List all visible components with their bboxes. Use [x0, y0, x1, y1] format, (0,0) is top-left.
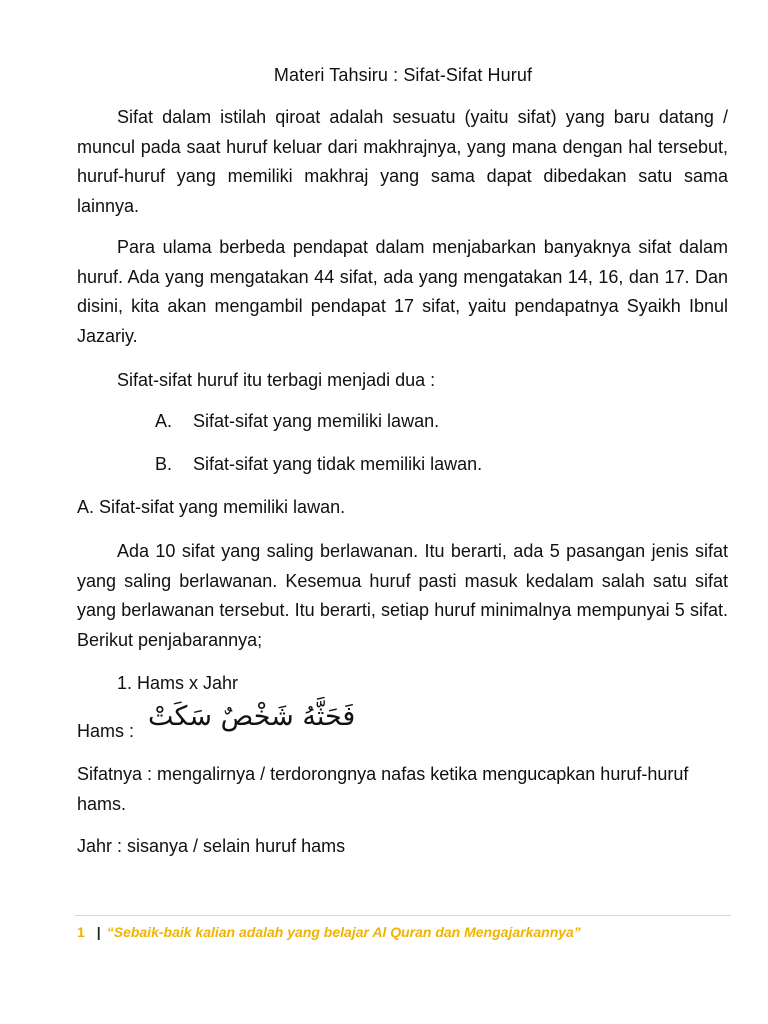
jahr-line: Jahr : sisanya / selain huruf hams: [77, 836, 346, 856]
list-item-text: Sifat-sifat yang memiliki lawan.: [193, 411, 440, 431]
list-item-marker: A.: [155, 411, 173, 431]
footer-quote: “Sebaik-baik kalian adalah yang belajar Al Quran dan Mengajarkannya”: [106, 924, 581, 940]
paragraph-hams-trait: Sifatnya : mengalirnya / terdorongnya nafas ketika mengucapkan huruf-huruf hams.: [77, 764, 689, 814]
subheading-hams-jahr: 1. Hams x Jahr: [117, 673, 239, 693]
list-item-marker: B.: [155, 454, 173, 474]
paragraph-ulama-opinion: Para ulama berbeda pendapat dalam menjabarkan banyaknya sifat dalam huruf. Ada yang mengatakan 44 sifat, ada yang mengatakan 14, 16, dan 17. Dan disini, kita akan mengambil pendapat 17 sifat, yaitu pendapatnya Syaikh Ibnul Jazariy.: [77, 237, 728, 346]
hams-arabic-phrase: فَحَثَّهُ شَخْصٌ سَكَتْ: [148, 701, 356, 732]
list-item-text: Sifat-sifat yang tidak memiliki lawan.: [193, 454, 483, 474]
page-number: 1: [77, 924, 85, 940]
footer-divider: [75, 915, 731, 916]
page-title: Materi Tahsiru : Sifat-Sifat Huruf: [273, 65, 533, 85]
paragraph-opposing-traits: Ada 10 sifat yang saling berlawanan. Itu berarti, ada 5 pasangan jenis sifat yang saling berlawanan. Kesemua huruf pasti masuk kedalam salah satu sifat yang berlawanan tersebut. Itu berarti, setiap huruf minimalnya mempunyai 5 sifat. Berikut penjabarannya;: [77, 541, 728, 650]
hams-label: Hams :: [77, 721, 135, 741]
paragraph-division-intro: Sifat-sifat huruf itu terbagi menjadi dua :: [117, 370, 436, 390]
page-footer: [77, 922, 581, 942]
section-heading: A. Sifat-sifat yang memiliki lawan.: [77, 497, 346, 517]
footer-separator: |: [96, 924, 101, 940]
paragraph-definition: Sifat dalam istilah qiroat adalah sesuatu (yaitu sifat) yang baru datang / muncul pada saat huruf keluar dari makhrajnya, yang mana dengan hal tersebut, huruf-huruf yang memiliki makhraj yang sama dapat dibedakan satu sama lainnya.: [77, 107, 728, 216]
